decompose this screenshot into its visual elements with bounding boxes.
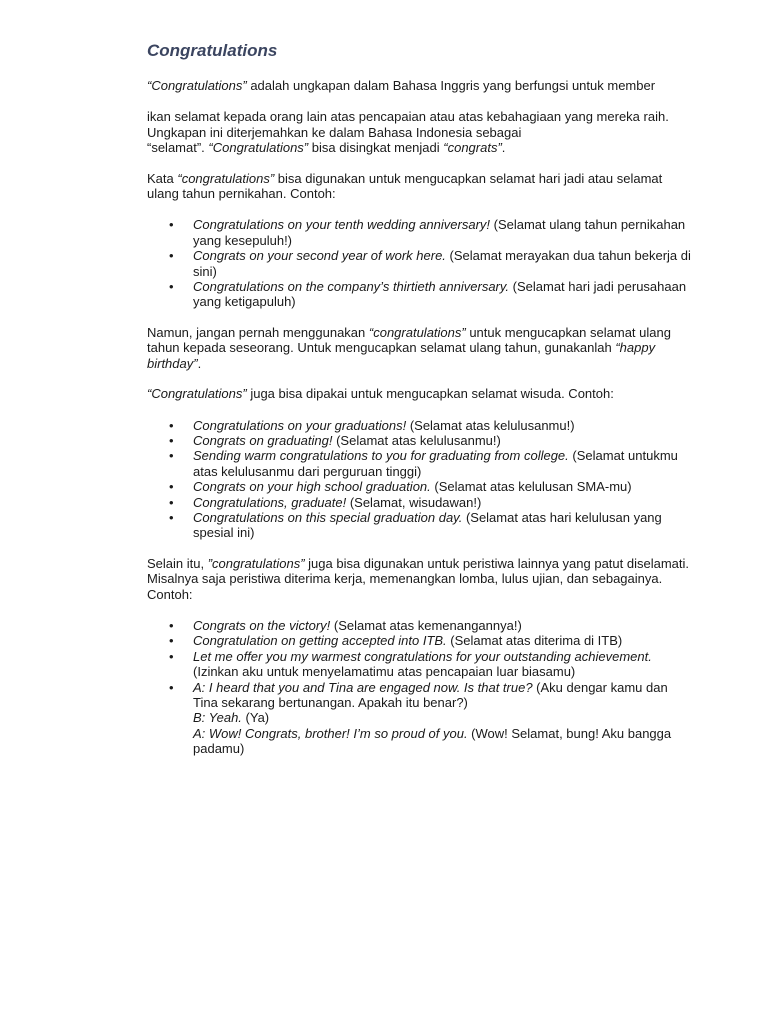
list-item	[147, 618, 692, 633]
paragraph-text: Namun, jangan pernah menggunakan	[147, 324, 369, 340]
dialog-line-a1: A: I heard that you and Tina are engaged now. Is that true?	[193, 679, 533, 695]
birthday-warning-paragraph	[147, 325, 692, 371]
paragraph-text: ikan selamat kepada orang lain atas pencapaian atau atas kebahagiaan yang mereka raih. Ungkapan ini diterjemahkan ke dalam Bahasa Indonesia sebagai	[147, 109, 669, 140]
paragraph-text: Selain itu,	[147, 555, 208, 571]
english-example: Congratulations on your tenth wedding anniversary!	[193, 217, 491, 233]
translation: (Ya)	[241, 710, 270, 726]
list-item	[147, 448, 692, 479]
english-example: Congrats on your second year of work here.	[193, 248, 446, 264]
bullet-icon: •	[169, 279, 174, 295]
paragraph-text: untuk mengucapkan selamat ulang tahun kepada seseorang. Untuk mengucapkan selamat ulang tahun, gunakanlah	[147, 324, 671, 356]
bullet-icon: •	[169, 633, 174, 649]
quoted-term: ”congratulations”	[207, 555, 305, 571]
quoted-term: “happy birthday”	[147, 340, 656, 371]
translation: (Selamat, wisudawan!)	[346, 494, 482, 510]
bullet-icon: •	[169, 432, 174, 448]
bullet-icon: •	[169, 617, 174, 633]
english-example: Congrats on graduating!	[193, 432, 333, 448]
paragraph-text: “selamat”.	[147, 140, 209, 156]
dialog-line-b: B: Yeah.	[193, 710, 242, 726]
bullet-icon: •	[169, 448, 174, 464]
graduation-paragraph	[147, 386, 692, 401]
english-example: Congratulation on getting accepted into ITB.	[193, 633, 447, 649]
bullet-icon: •	[169, 679, 174, 695]
bullet-icon: •	[169, 479, 174, 495]
translation: (Selamat atas kelulusanmu!)	[406, 417, 575, 433]
paragraph-text: juga bisa dipakai untuk mengucapkan selamat wisuda. Contoh:	[246, 386, 614, 402]
translation: (Selamat atas kelulusan SMA-mu)	[430, 479, 632, 495]
translation: (Selamat atas hari kelulusan yang spesial ini)	[193, 509, 662, 541]
anniversary-paragraph	[147, 171, 692, 202]
english-example: Let me offer you my warmest congratulations for your outstanding achievement.	[193, 648, 652, 664]
list-item	[147, 510, 692, 541]
list-item	[147, 279, 692, 310]
dialog-line-a2: A: Wow! Congrats, brother! I’m so proud of you.	[193, 725, 468, 741]
quoted-term: “Congratulations”	[208, 140, 309, 156]
translation: (Selamat ulang tahun pernikahan yang kesepuluh!)	[193, 217, 686, 248]
bullet-icon: •	[169, 217, 174, 233]
page-title: Congratulations	[147, 41, 278, 60]
quoted-term: “Congratulations”	[147, 386, 247, 402]
graduation-examples-list	[147, 418, 692, 541]
other-events-paragraph	[147, 556, 692, 602]
bullet-icon: •	[169, 648, 174, 664]
english-example: Sending warm congratulations to you for graduating from college.	[193, 448, 569, 464]
english-example: Congratulations on the company’s thirtieth anniversary.	[193, 279, 510, 295]
bullet-icon: •	[169, 417, 174, 433]
paragraph-text: .	[197, 355, 202, 371]
quoted-term: “Congratulations”	[147, 78, 247, 93]
document-page	[147, 40, 692, 757]
paragraph-text: adalah ungkapan dalam Bahasa Inggris yang berfungsi untuk member	[246, 78, 656, 93]
quoted-term: “congratulations”	[368, 324, 466, 340]
list-item	[147, 217, 692, 248]
paragraph-text: bisa digunakan untuk mengucapkan selamat hari jadi atau selamat ulang tahun pernikahan. Contoh:	[147, 170, 663, 202]
other-events-examples-list	[147, 618, 692, 757]
definition-paragraph	[147, 109, 692, 155]
translation: (Aku dengar kamu dan Tina sekarang bertunangan. Apakah itu benar?)	[193, 679, 668, 710]
translation: (Selamat merayakan dua tahun bekerja di sini)	[193, 248, 691, 279]
list-item	[147, 495, 692, 510]
dialog-list-item	[147, 680, 692, 757]
bullet-icon: •	[169, 509, 174, 525]
english-example: Congratulations on your graduations!	[193, 417, 407, 433]
list-item	[147, 633, 692, 648]
list-item	[147, 418, 692, 433]
list-item	[147, 248, 692, 279]
intro-paragraph	[147, 78, 692, 93]
anniversary-examples-list	[147, 217, 692, 309]
translation: (Wow! Selamat, bung! Aku bangga padamu)	[193, 725, 672, 757]
english-example: Congrats on your high school graduation.	[193, 479, 431, 495]
translation: (Selamat atas kelulusanmu!)	[332, 432, 501, 448]
english-example: Congrats on the victory!	[193, 617, 331, 633]
translation: (Selamat atas kemenangannya!)	[330, 617, 522, 633]
quoted-term: “congrats”	[443, 140, 502, 156]
paragraph-text: .	[501, 140, 506, 156]
bullet-icon: •	[169, 494, 174, 510]
list-item	[147, 649, 692, 680]
paragraph-text: bisa disingkat menjadi	[308, 140, 444, 156]
translation: (Izinkan aku untuk menyelamatimu atas pencapaian luar biasamu)	[193, 664, 576, 680]
bullet-icon: •	[169, 248, 174, 264]
translation: (Selamat atas diterima di ITB)	[446, 633, 623, 649]
translation: (Selamat hari jadi perusahaan yang ketigapuluh)	[193, 279, 687, 310]
translation: (Selamat untukmu atas kelulusanmu dari perguruan tinggi)	[193, 448, 678, 479]
paragraph-text: juga bisa digunakan untuk peristiwa lainnya yang patut diselamati. Misalnya saja peristiwa diterima kerja, memenangkan lomba, lulus ujian, dan sebagainya. Contoh:	[147, 555, 689, 602]
english-example: Congratulations on this special graduation day.	[193, 509, 463, 525]
quoted-term: “congratulations”	[177, 170, 275, 186]
english-example: Congratulations, graduate!	[193, 494, 347, 510]
list-item	[147, 433, 692, 448]
paragraph-text: Kata	[147, 170, 178, 186]
list-item	[147, 479, 692, 494]
